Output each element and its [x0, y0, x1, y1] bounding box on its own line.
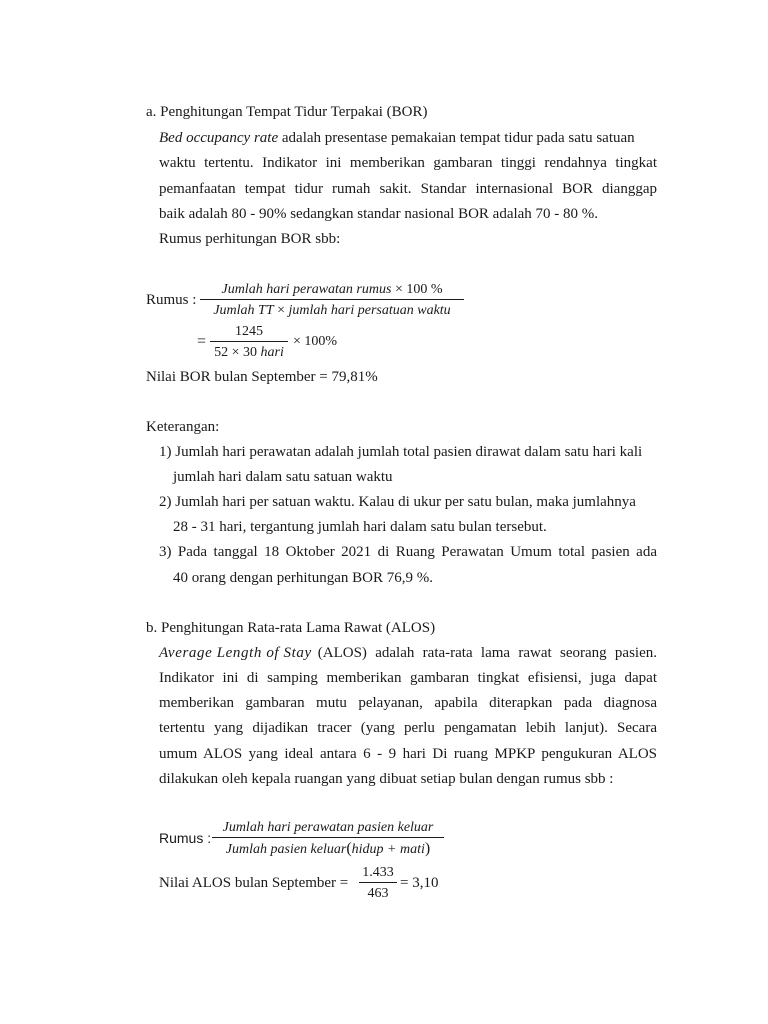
alos-result-label: Nilai ALOS bulan September =	[159, 875, 349, 891]
bor-calc-tail: × 100%	[293, 334, 338, 349]
bor-rumus-label: Rumus :	[146, 292, 197, 308]
keterangan-item-3-line-1: 3) Pada tanggal 18 Oktober 2021 di Ruang Perawatan Umum total pasien ada	[159, 544, 657, 560]
keterangan-item-2-line-1: 2) Jumlah hari per satuan waktu. Kalau di ukur per satu bulan, maka jumlahnya	[159, 494, 636, 510]
section-b-heading: b. Penghitungan Rata-rata Lama Rawat (ALOS)	[146, 620, 436, 636]
section-b-paragraph-line-6: dilakukan oleh kepala ruangan yang dibuat setiap bulan dengan rumus sbb :	[159, 771, 614, 787]
keterangan-item-2-line-2: 28 - 31 hari, tergantung jumlah hari dalam satu bulan tersebut.	[173, 519, 547, 535]
section-a-paragraph-line-3: pemanfaatan tempat tidur rumah sakit. Standar internasional BOR dianggap	[159, 181, 657, 197]
keterangan-item-1-line-2: jumlah hari dalam satu satuan waktu	[173, 469, 393, 485]
alos-result-numerator: 1.433	[362, 865, 394, 880]
keterangan-item-1-line-1: 1) Jumlah hari perawatan adalah jumlah total pasien dirawat dalam satu hari kali	[159, 444, 643, 460]
section-b-paragraph-line-2: Indikator ini di samping memberikan gambaran tingkat efisiensi, juga dapat	[159, 670, 657, 686]
alos-formula-fraction	[212, 819, 444, 858]
bor-calc-denominator: 52 × 30 hari	[210, 341, 288, 361]
alos-result-fraction	[359, 864, 397, 902]
alos-formula-denominator: Jumlah pasien keluar(hidup + mati)	[212, 837, 444, 858]
bor-formula-numerator: Jumlah hari perawatan rumus × 100 %	[221, 282, 443, 297]
alos-rumus-label: Rumus :	[159, 830, 212, 846]
section-b-paragraph-line-5: umum ALOS yang ideal antara 6 - 9 hari Di ruang MPKP pengukuran ALOS	[159, 746, 657, 762]
section-a-paragraph-line-1: Bed occupancy rate adalah presentase pemakaian tempat tidur pada satu satuan	[159, 130, 635, 146]
keterangan-item-3-line-2: 40 orang dengan perhitungan BOR 76,9 %.	[173, 570, 433, 586]
bor-formula-fraction	[200, 281, 464, 319]
term-bed-occupancy-rate: Bed occupancy rate	[159, 130, 279, 146]
section-b-paragraph-line-3: memberikan gambaran mutu pelayanan, apabila diterapkan pada diagnosa	[159, 695, 657, 711]
alos-result-denominator: 463	[359, 882, 397, 902]
term-average-length-of-stay: Average Length of Stay	[159, 645, 312, 661]
bor-calc-numerator: 1245	[235, 324, 263, 339]
bor-result: Nilai BOR bulan September = 79,81%	[146, 369, 378, 385]
keterangan-title: Keterangan:	[146, 419, 220, 435]
section-b-paragraph-line-4: tertentu yang dijadikan tracer (yang perlu pengamatan lebih lanjut). Secara	[159, 720, 657, 736]
alos-result-value: = 3,10	[400, 875, 439, 891]
bor-calc-equals: =	[197, 333, 207, 350]
section-a-paragraph-line-2: waktu tertentu. Indikator ini memberikan gambaran tinggi rendahnya tingkat	[159, 155, 657, 171]
section-a-paragraph-line-4: baik adalah 80 - 90% sedangkan standar nasional BOR adalah 70 - 80 %.	[159, 206, 599, 222]
alos-formula-numerator: Jumlah hari perawatan pasien keluar	[222, 820, 434, 835]
bor-formula-denominator: Jumlah TT × jumlah hari persatuan waktu	[200, 299, 464, 319]
bor-calc-fraction	[210, 323, 288, 361]
section-a-formula-intro: Rumus perhitungan BOR sbb:	[159, 231, 341, 247]
section-b-paragraph-line-1: Average Length of Stay (ALOS) adalah rata-rata lama rawat seorang pasien.	[159, 645, 657, 661]
section-a-heading: a. Penghitungan Tempat Tidur Terpakai (BOR)	[146, 104, 428, 120]
